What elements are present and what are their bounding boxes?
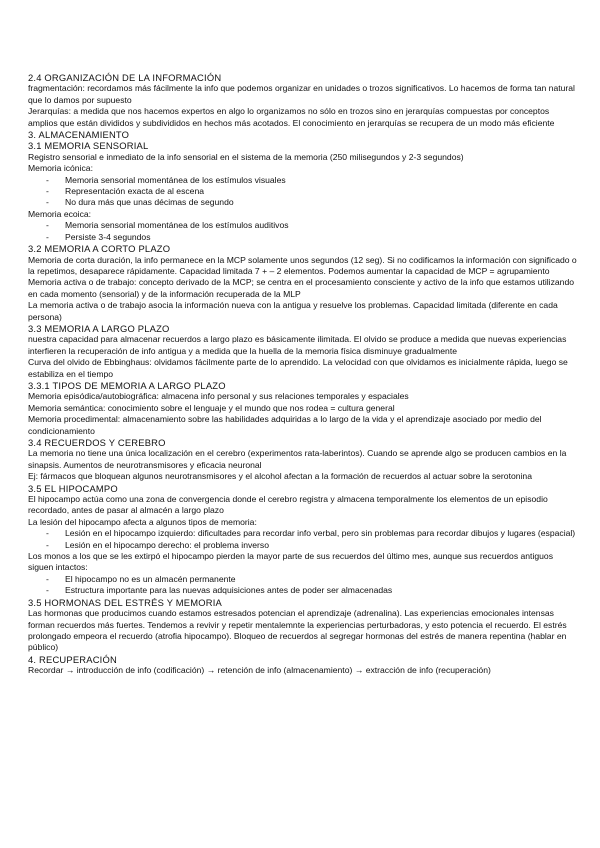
paragraph: Curva del olvido de Ebbinghaus: olvidamos fácilmente parte de lo aprendido. La velocidad con que olvidamos es inicialmente rápida, luego se estabiliza en el tiempo: [28, 357, 568, 379]
section-heading-3-2-memoria-a-corto-plazo: 3.2 MEMORIA A CORTO PLAZO: [28, 243, 171, 255]
paragraph: Memoria semántica: conocimiento sobre el lenguaje y el mundo que nos rodea = cultura general: [28, 402, 395, 413]
paragraph: Memoria activa o de trabajo: concepto derivado de la MCP; se centra en el procesamiento consciente y activo de la info que estamos utilizando en cada momento (sensorial) y de la información recuperada de la MLP: [28, 277, 575, 299]
list-item: - Memoria sensorial momentánea de los estímulos auditivos: [46, 220, 578, 231]
section-heading-3-3-memoria-a-largo-plazo: 3.3 MEMORIA A LARGO PLAZO: [28, 322, 170, 334]
bullet-list: [28, 175, 578, 209]
paragraph: El hipocampo actúa como una zona de convergencia donde el cerebro registra y almacena temporalmente los elementos de un episodio recordado, antes de pasar al almacén a largo plazo: [28, 494, 548, 516]
section-heading-3-almacenamiento: 3. ALMACENAMIENTO: [28, 129, 130, 141]
paragraph: La lesión del hipocampo afecta a algunos tipos de memoria:: [28, 516, 257, 527]
section-heading-4-recuperacion: 4. RECUPERACIÓN: [28, 653, 117, 665]
paragraph: Memoria procedimental: almacenamiento sobre las habilidades adquiridas a lo largo de la vida y el aprendizaje asociado por medio del condicionamiento: [28, 414, 542, 436]
bullet-list: [28, 574, 578, 597]
section-heading-3-5-el-hipocampo: 3.5 EL HIPOCAMPO: [28, 482, 118, 494]
section-heading-2-4-organizacion-de-la-informacion: 2.4 ORGANIZACIÓN DE LA INFORMACIÓN: [28, 72, 222, 83]
section-heading-3-3-1-tipos-de-memoria-a-largo-plazo: 3.3.1 TIPOS DE MEMORIA A LARGO PLAZO: [28, 379, 226, 391]
paragraph: La memoria activa o de trabajo asocia la información nueva con la antigua y resuelve los problemas. Capacidad limitada (diferente en cada persona): [28, 300, 558, 322]
bullet-list: [28, 220, 578, 243]
paragraph: Las hormonas que producimos cuando estamos estresados potencian el aprendizaje (adrenalina). Las experiencias emocionales intensas forman recuerdos más fuertes. Tendemos a revivir y repetir mentalemnte la experiencias perturbadoras, y esto potencia el recuerdo. El estrés prolongado empeora el recuerdo (atrofia hipocampo). Bloqueo de recuerdos al segregar hormonas del estrés de manera repentina (hablar en público): [28, 608, 567, 653]
section-heading-3-5-hormonas-del-estres-y-memoria: 3.5 HORMONAS DEL ESTRÉS Y MEMORIA: [28, 596, 222, 608]
list-item: - Lesión en el hipocampo derecho: el problema inverso: [46, 540, 578, 551]
paragraph: nuestra capacidad para almacenar recuerdos a largo plazo es básicamente ilimitada. El olvido se produce a medida que nuevas experiencias interfieren la recuperación de info antigua y a medida que la huella de la memoria física disminuye gradualmente: [28, 334, 567, 356]
paragraph: fragmentación: recordamos más fácilmente la info que podemos organizar en unidades o trozos significativos. Lo hacemos de forma tan natural que lo damos por supuesto: [28, 83, 575, 105]
list-item: - Memoria sensorial momentánea de los estímulos visuales: [46, 175, 578, 186]
list-item: - No dura más que unas décimas de segundo: [46, 197, 578, 208]
bullet-list: [28, 528, 578, 551]
list-item: - Lesión en el hipocampo izquierdo: dificultades para recordar info verbal, pero sin problemas para recordar dibujos y lugares (espacial): [46, 528, 578, 539]
paragraph: Jerarquías: a medida que nos hacemos expertos en algo lo organizamos no sólo en trozos sino en jerarquías compuestas por conceptos amplios que están divididos y subdivididos en hechos más acotados. El conocimiento en jerarquías se recupera de un modo más eficiente: [28, 106, 555, 128]
paragraph: Los monos a los que se les extirpó el hipocampo pierden la mayor parte de sus recuerdos del último mes, aunque sus recuerdos antiguos siguen intactos:: [28, 551, 553, 573]
paragraph: Memoria episódica/autobiográfica: almacena info personal y sus relaciones temporales y espaciales: [28, 391, 409, 402]
paragraph: Memoria de corta duración, la info permanece en la MCP solamente unos segundos (12 seg). Si no codificamos la información con significado o la repetimos, desaparece rápidamente. Capacidad limitada 7 + – 2 elementos. Podemos aumentar la capacidad de MCP = agrupamiento: [28, 254, 577, 276]
paragraph: La memoria no tiene una única localización en el cerebro (experimentos rata-laberintos). Cuando se aprende algo se producen cambios en la sinapsis. Aumentos de neurotransmisores y eficacia neuronal: [28, 448, 567, 470]
paragraph: Ej: fármacos que bloquean algunos neurotransmisores y el alcohol afectan a la formación de recuerdos al actuar sobre la serotonina: [28, 471, 532, 482]
list-item: - Representación exacta de al escena: [46, 186, 578, 197]
paragraph: Memoria icónica:: [28, 163, 93, 174]
list-item: - El hipocampo no es un almacén permanente: [46, 574, 578, 585]
list-item: - Persiste 3-4 segundos: [46, 232, 578, 243]
section-heading-3-1-memoria-sensorial: 3.1 MEMORIA SENSORIAL: [28, 140, 149, 152]
section-heading-3-4-recuerdos-y-cerebro: 3.4 RECUERDOS Y CEREBRO: [28, 437, 166, 448]
list-item: - Estructura importante para las nuevas adquisiciones antes de poder ser almacenadas: [46, 585, 578, 596]
paragraph: Registro sensorial e inmediato de la info sensorial en el sistema de la memoria (250 milisegundos y 2-3 segundos): [28, 151, 464, 162]
paragraph: Memoria ecoica:: [28, 208, 92, 219]
paragraph: Recordar → introducción de info (codificación) → retención de info (almacenamiento) → extracción de info (recuperación): [28, 665, 491, 676]
